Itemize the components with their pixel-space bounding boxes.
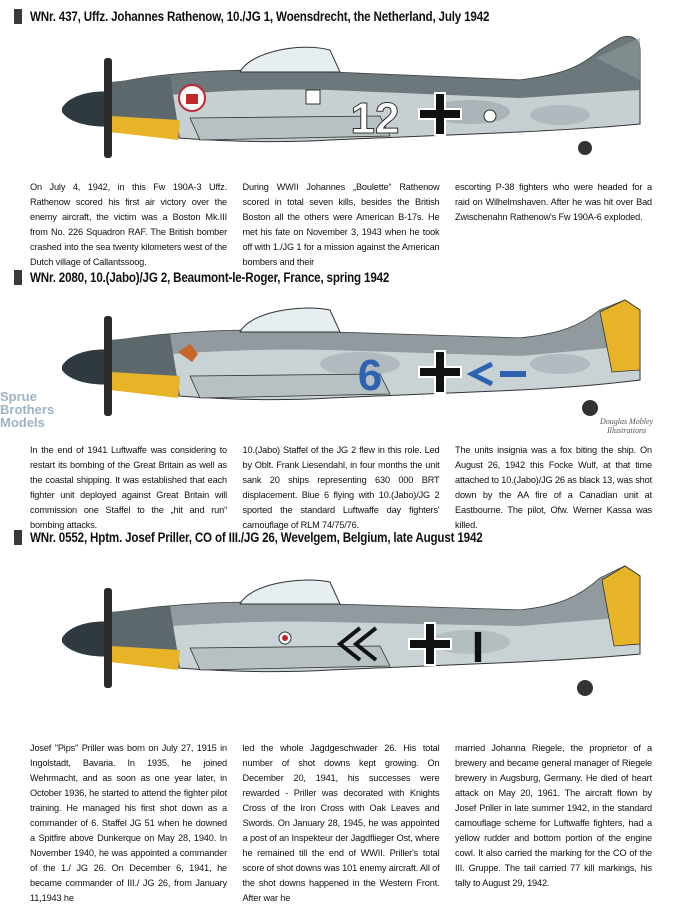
fuselage-code-1: 12	[350, 94, 400, 143]
watermark-right: Douglas Mobley Illustrations	[599, 417, 654, 435]
paragraph: The units insignia was a fox biting the ship. On August 26, 1942 this Focke Wulf, at that time attached to 10.(Jabo)/JG 26 as black 13, was shot down by the AA fire of a Canadian unit at Eastbourne. The pilot, Ofw. Werner Kassa was killed.	[455, 445, 652, 530]
paragraph: married Johanna Riegele, the proprietor of a brewery and became general manager of Riegele brewery in Augsburg, Germany. He died of heart attack on May 20, 1961. The aircraft flown by Josef Priller in late summer 1942, in the standard camouflage scheme for Luftwaffe fighters, had a yellow rudder and bottom portion of the engine cowl. It also carried the marking for the CO of the III. Gruppe. The tail carried 77 kill markings, his tally to August 29, 1942.	[455, 743, 652, 888]
section-3-header	[14, 530, 556, 545]
section-1-title: WNr. 437, Uffz. Johannes Rathenow, 10./JG 1, Woensdrecht, the Netherland, July 1942	[30, 9, 490, 24]
fw190-profile-2	[0, 290, 673, 430]
paragraph: 10.(Jabo) Staffel of the JG 2 flew in this role. Led by Oblt. Frank Liesendahl, in four months the unit sank 20 ships representing 630 000 BRT displacement. Blue 6 flying with 10.(Jabo)/JG 2 sported the standard Luftwaffe day fighters' camouflage of RLM 74/75/76.	[242, 445, 440, 530]
paragraph: On July 4, 1942, in this Fw 190A-3 Uffz. Rathenow scored his first air victory over the enemy aircraft, the victim was a Boston Mk.III from No. 226 Squadron RAF. The British bomber crashed into the sea twenty kilometers west of the Dutch village of Callantssoog.	[30, 182, 227, 267]
section-2-text	[30, 443, 652, 533]
section-2-header	[14, 270, 448, 285]
section-3-text	[30, 741, 652, 906]
fw190-profile-3	[0, 550, 673, 710]
paragraph: During WWII Johannes „Boulette“ Rathenow scored in total seven kills, besides the British Boston all the others were American B-17s. He met his fate on November 3, 1943 when he took off with 1./JG 1 for a mission against the American bombers and their	[242, 182, 440, 267]
paragraph: led the whole Jagdgeschwader 26. His total number of shot downs kept growing. On December 20, 1941, his successes were rewarded - Priller was decorated with Knights Cross of the Iron Cross with Oak Leaves and Swords. On January 28, 1945, he was appointed a post of an Inspekteur der Jagdflieger Ost, where he remained till the end of WWII. Priller's total score of shot downs was 101 enemy aircraft. All of the shot downs happened in the Western Front. After war he	[242, 743, 440, 903]
section-1-text	[30, 180, 652, 270]
paragraph: escorting P-38 fighters who were headed for a raid on Wilhelmshaven. After he was hit over Bad Zwischenahn Rathenow's Fw 190A-6 exploded.	[455, 182, 652, 222]
fuselage-code-3: I	[471, 623, 485, 672]
watermark-left: Sprue Brothers Models	[0, 389, 55, 430]
section-3-title: WNr. 0552, Hptm. Josef Priller, CO of III./JG 26, Wevelgem, Belgium, late August 1942	[30, 530, 483, 545]
header-bar	[14, 270, 22, 285]
fuselage-code-2: 6	[357, 351, 383, 400]
paragraph: In the end of 1941 Luftwaffe was considering to restart its bombing of the Great Britain as well as the coastal shipping. It was established that each fighter unit deployed against Great Britain will commission one Staffel to the „hit and run“ bombing attacks.	[30, 445, 227, 530]
section-2-title: WNr. 2080, 10.(Jabo)/JG 2, Beaumont-le-Roger, France, spring 1942	[30, 270, 390, 285]
fw190-profile-1	[0, 20, 673, 180]
paragraph: Josef "Pips" Priller was born on July 27, 1915 in Ingolstadt, Bavaria. In 1935, he joined Wehrmacht, and as soon as one year later, in October 1936, he started to attend the fighter pilot training. He managed his first shot down as a commander of 6. Staffel JG 51 when he downed a Spitfire above Dunkerque on May 28, 1940. In November 1940, he was appointed a commander of the 1./ JG 26. On December 6, 1941, he became commander of III./ JG 26, from January 11,1943 he	[30, 743, 227, 903]
header-bar	[14, 530, 22, 545]
